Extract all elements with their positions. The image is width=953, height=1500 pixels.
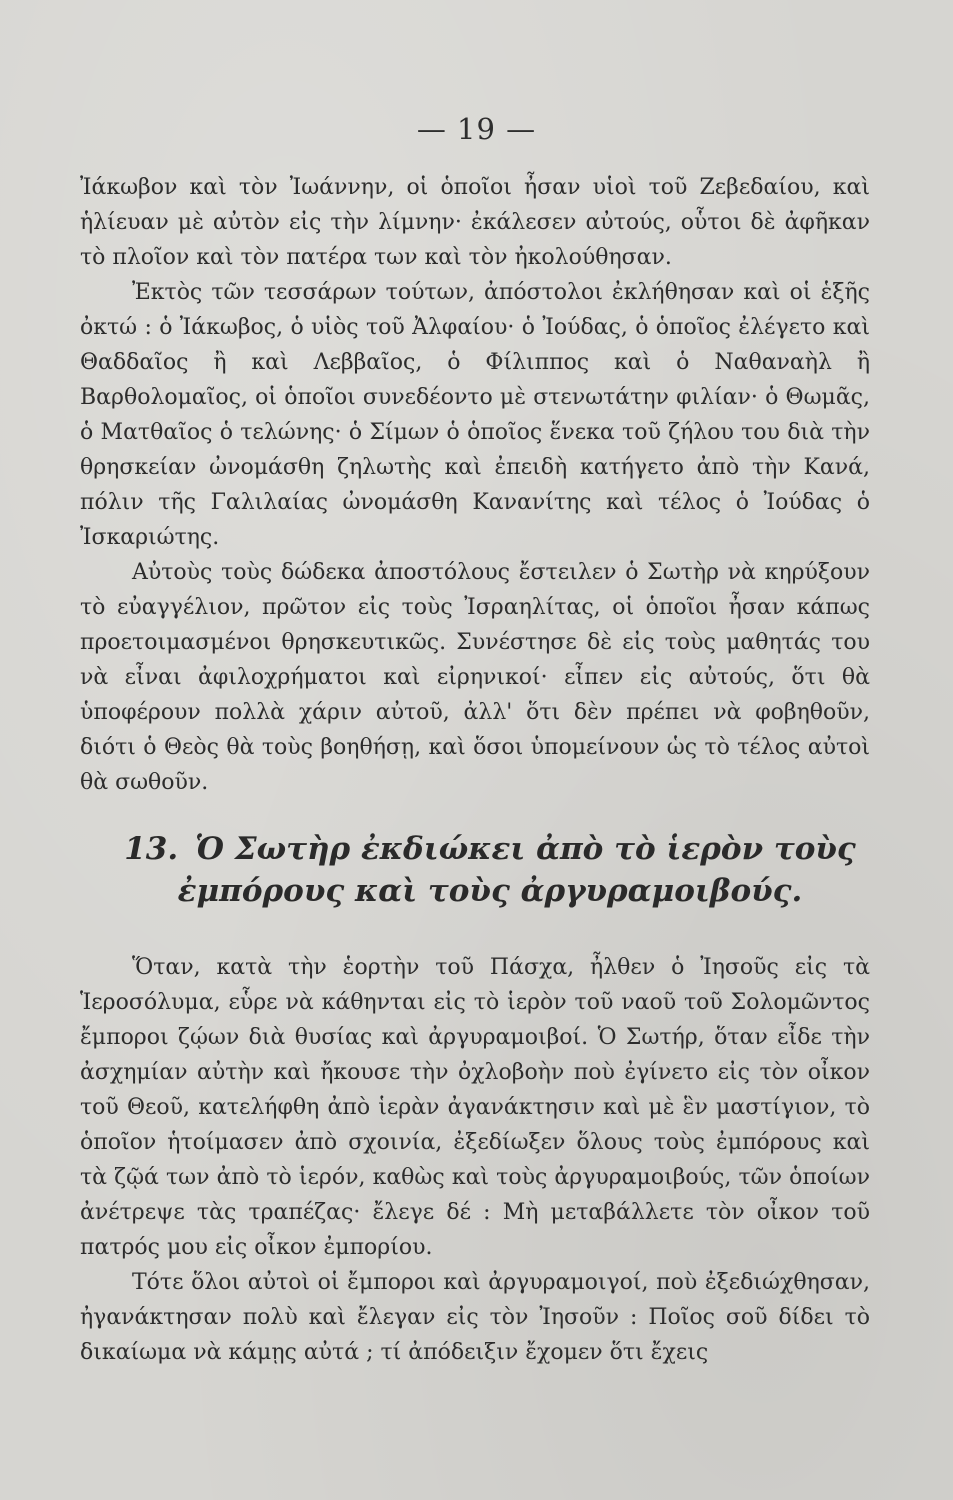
section-number: 13. [124,831,179,867]
paragraph-apostles-list: Ἐκτὸς τῶν τεσσάρων τούτων, ἀπόστολοι ἐκλήθησαν καὶ οἱ ἑξῆς ὀκτώ : ὁ Ἰάκωβος, ὁ υἱὸς τοῦ Ἀλφαίου· ὁ Ἰούδας, ὁ ὁποῖος ἐλέγετο καὶ Θαδδαῖος ἢ καὶ Λεββαῖος, ὁ Φίλιππος καὶ ὁ Ναθαναὴλ ἢ Βαρθολομαῖος, οἱ ὁποῖοι συνεδέοντο μὲ στενωτάτην φιλίαν· ὁ Θωμᾶς, ὁ Ματθαῖος ὁ τελώνης· ὁ Σίμων ὁ ὁποῖος ἕνεκα τοῦ ζήλου του διὰ τὴν θρησκείαν ὠνομάσθη ζηλωτὴς καὶ ἐπειδὴ κατήγετο ἀπὸ τὴν Κανά, πόλιν τῆς Γαλιλαίας ὠνομάσθη Κανανίτης καὶ τέλος ὁ Ἰούδας ὁ Ἰσκαριώτης. [80,280,870,550]
paragraph-continued: Ἰάκωβον καὶ τὸν Ἰωάννην, οἱ ὁποῖοι ἦσαν υἱοὶ τοῦ Ζεβεδαίου, καὶ ἡλίευαν μὲ αὐτὸν εἰς τὴν λίμνην· ἐκάλεσεν αὐτούς, οὗτοι δὲ ἀφῆκαν τὸ πλοῖον καὶ τὸν πατέρα των καὶ τὸν ἠκολούθησαν. [80,175,870,270]
paragraph-merchants-reaction: Τότε ὅλοι αὐτοὶ οἱ ἔμποροι καὶ ἀργυραμοιγοί, ποὺ ἐξεδιώχθησαν, ἠγανάκτησαν πολὺ καὶ ἔλεγαν εἰς τὸν Ἰησοῦν : Ποῖος σοῦ δίδει τὸ δικαίωμα νὰ κάμῃς αὐτά ; τί ἀπόδειξιν ἔχομεν ὅτι ἔχεις [80,1270,870,1365]
section-heading [110,828,870,912]
text-block-bottom [80,950,870,1370]
text-block-top [80,170,870,800]
page-number: — 19 — [416,112,537,146]
paragraph-temple-cleansing: Ὅταν, κατὰ τὴν ἑορτὴν τοῦ Πάσχα, ἦλθεν ὁ Ἰησοῦς εἰς τὰ Ἱεροσόλυμα, εὗρε νὰ κάθηνται εἰς τὸ ἱερὸν τοῦ ναοῦ τοῦ Σολομῶντος ἔμποροι ζῴων διὰ θυσίας καὶ ἀργυραμοιβοί. Ὁ Σωτήρ, ὅταν εἶδε τὴν ἀσχημίαν αὐτὴν καὶ ἤκουσε τὴν ὀχλοβοὴν ποὺ ἐγίνετο εἰς τὸν οἶκον τοῦ Θεοῦ, κατελήφθη ἀπὸ ἱερὰν ἀγανάκτησιν καὶ μὲ ἓν μαστίγιον, τὸ ὁποῖον ἡτοίμασεν ἀπὸ σχοινία, ἐξεδίωξεν ὅλους τοὺς ἐμπόρους καὶ τὰ ζῷά των ἀπὸ τὸ ἱερόν, καθὼς καὶ τοὺς ἀργυραμοιβούς, τῶν ὁποίων ἀνέτρεψε τὰς τραπέζας· ἔλεγε δέ : Μὴ μεταβάλλετε τὸν οἶκον τοῦ πατρός μου εἰς οἶκον ἐμπορίου. [80,955,870,1260]
section-title: Ὁ Σωτὴρ ἐκδιώκει ἀπὸ τὸ ἱερὸν τοὺς ἐμπόρους καὶ τοὺς ἀργυραμοιβούς. [177,831,856,909]
paragraph-apostles-mission: Αὐτοὺς τοὺς δώδεκα ἀποστόλους ἔστειλεν ὁ Σωτὴρ νὰ κηρύξουν τὸ εὐαγγέλιον, πρῶτον εἰς τοὺς Ἰσραηλίτας, οἱ ὁποῖοι ἦσαν κάπως προετοιμασμένοι θρησκευτικῶς. Συνέστησε δὲ εἰς τοὺς μαθητάς του νὰ εἶναι ἀφιλοχρήματοι καὶ εἰρηνικοί· εἶπεν εἰς αὐτούς, ὅτι θὰ ὑποφέρουν πολλὰ χάριν αὐτοῦ, ἀλλ' ὅτι δὲν πρέπει νὰ φοβηθοῦν, διότι ὁ Θεὸς θὰ τοὺς βοηθήσῃ, καὶ ὅσοι ὑπομείνουν ὡς τὸ τέλος αὐτοὶ θὰ σωθοῦν. [80,560,870,795]
